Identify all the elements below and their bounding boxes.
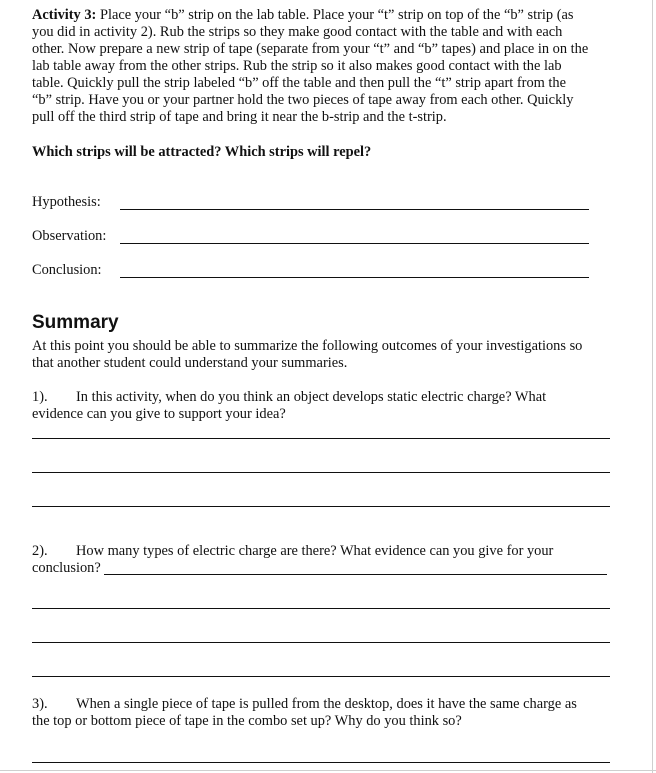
activity-text-line: you did in activity 2). Rub the strips so they make good contact with the table and with each (32, 24, 563, 40)
conclusion-answer-line[interactable] (120, 277, 589, 278)
summary-intro (32, 338, 622, 372)
hypothesis-answer-line[interactable] (120, 209, 589, 210)
observation-answer-line[interactable] (120, 243, 589, 244)
question-number: 3). (32, 696, 48, 712)
question-text: How many types of electric charge are there? What evidence can you give for your (76, 543, 554, 559)
answer-line[interactable] (32, 642, 610, 643)
hypothesis-label: Hypothesis: (32, 194, 101, 210)
summary-intro-line: that another student could understand your summaries. (32, 355, 348, 371)
activity-text-line: pull off the third strip of tape and bring it near the b-strip and the t-strip. (32, 109, 447, 125)
page-edge-right (652, 0, 653, 773)
answer-line[interactable] (32, 608, 610, 609)
answer-line[interactable] (32, 506, 610, 507)
activity-text-line: lab table away from the other strips. Rub the strip so it also makes good contact with the lab (32, 58, 562, 74)
summary-intro-line: At this point you should be able to summarize the following outcomes of your investigations so (32, 338, 583, 354)
activity-text-line: table. Quickly pull the strip labeled “b” off the table and then pull the “t” strip apart from the (32, 75, 567, 91)
question-text: evidence can you give to support your idea? (32, 406, 286, 422)
answer-line[interactable] (104, 574, 607, 575)
activity-text-line: Place your “b” strip on the lab table. Place your “t” strip on top of the “b” strip (as (96, 7, 574, 23)
observation-label: Observation: (32, 228, 107, 244)
question-text: the top or bottom piece of tape in the combo set up? Why do you think so? (32, 713, 462, 729)
page-edge-bottom (0, 770, 656, 771)
activity-text-line: “b” strip. Have you or your partner hold the two pieces of tape away from each other. Quickly (32, 92, 574, 108)
question-1 (32, 389, 622, 423)
answer-line[interactable] (32, 676, 610, 677)
conclusion-label: Conclusion: (32, 262, 102, 278)
question-text: When a single piece of tape is pulled from the desktop, does it have the same charge as (76, 696, 577, 712)
question-text: conclusion? (32, 560, 101, 576)
question-3 (32, 696, 622, 730)
activity-text-line: other. Now prepare a new strip of tape (separate from your “t” and “b” tapes) and place in on the (32, 41, 589, 57)
answer-line[interactable] (32, 472, 610, 473)
question-number: 1). (32, 389, 48, 405)
summary-heading: Summary (32, 312, 119, 333)
answer-line[interactable] (32, 762, 610, 763)
activity-label: Activity 3: (32, 7, 97, 23)
question-number: 2). (32, 543, 48, 559)
activity-paragraph (32, 7, 622, 126)
question-2 (32, 543, 622, 577)
answer-line[interactable] (32, 438, 610, 439)
activity-question: Which strips will be attracted? Which strips will repel? (32, 144, 372, 160)
question-text: In this activity, when do you think an object develops static electric charge? What (76, 389, 547, 405)
